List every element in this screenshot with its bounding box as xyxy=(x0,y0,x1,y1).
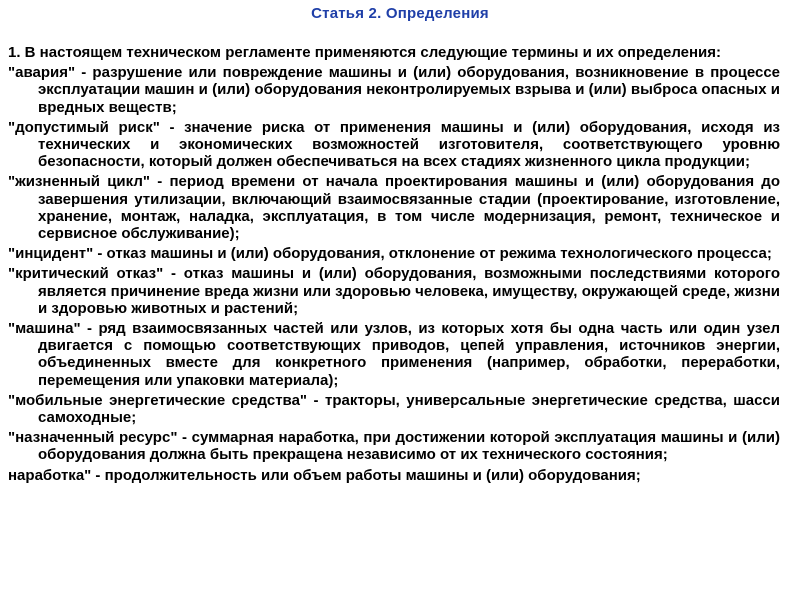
definition-naznachennyi-resurs: "назначенный ресурс" - суммарная наработка, при достижении которой эксплуатация машины и (или) оборудования должна быть прекращена независимо от их технического состояния; xyxy=(8,429,780,464)
intro-paragraph: 1. В настоящем техническом регламенте применяются следующие термины и их определения: xyxy=(8,44,722,61)
definition-kriticheskii-otkaz: "критический отказ" - отказ машины и (или) оборудования, возможными последствиями которого является причинение вреда жизни или здоровью человека, имуществу, окружающей среде, жизни и здоровью животных и растений; xyxy=(8,265,780,317)
definition-narabotka: наработка" - продолжительность или объем работы машины и (или) оборудования; xyxy=(8,466,641,484)
definition-avaria: "авария" - разрушение или повреждение машины и (или) оборудования, возникновение в процессе эксплуатации машин и (или) оборудования неконтролируемых взрыва и (или) выброса опасных и вредных веществ; xyxy=(8,64,780,116)
definitions-body xyxy=(8,44,780,484)
definition-mashina: "машина" - ряд взаимосвязанных частей или узлов, из которых хотя бы одна часть или один узел двигается с помощью соответствующих приводов, цепей управления, источников энергии, объединенных вместе для конкретного применения (например, обработки, переработки, перемещения или упаковки материала); xyxy=(8,320,780,389)
definition-zhiznennyi-cikl: "жизненный цикл" - период времени от начала проектирования машины и (или) оборудования до завершения утилизации, включающий взаимосвязанные стадии (проектирование, изготовление, хранение, монтаж, наладка, эксплуатация, в том числе модернизация, ремонт, техническое и сервисное обслуживание); xyxy=(8,173,780,243)
definition-dopustimyi-risk: "допустимый риск" - значение риска от применения машины и (или) оборудования, исходя из технических и экономических возможностей изготовителя, соответствующего уровню безопасности, который должен обеспечиваться на всех стадиях жизненного цикла продукции; xyxy=(8,118,780,171)
definition-mobilnye-sredstva: "мобильные энергетические средства" - тракторы, универсальные энергетические средства, шасси самоходные; xyxy=(8,391,780,427)
definition-incident: "инцидент" - отказ машины и (или) оборудования, отклонение от режима технологического процесса; xyxy=(8,245,772,263)
page-title: Статья 2. Определения xyxy=(311,5,489,22)
